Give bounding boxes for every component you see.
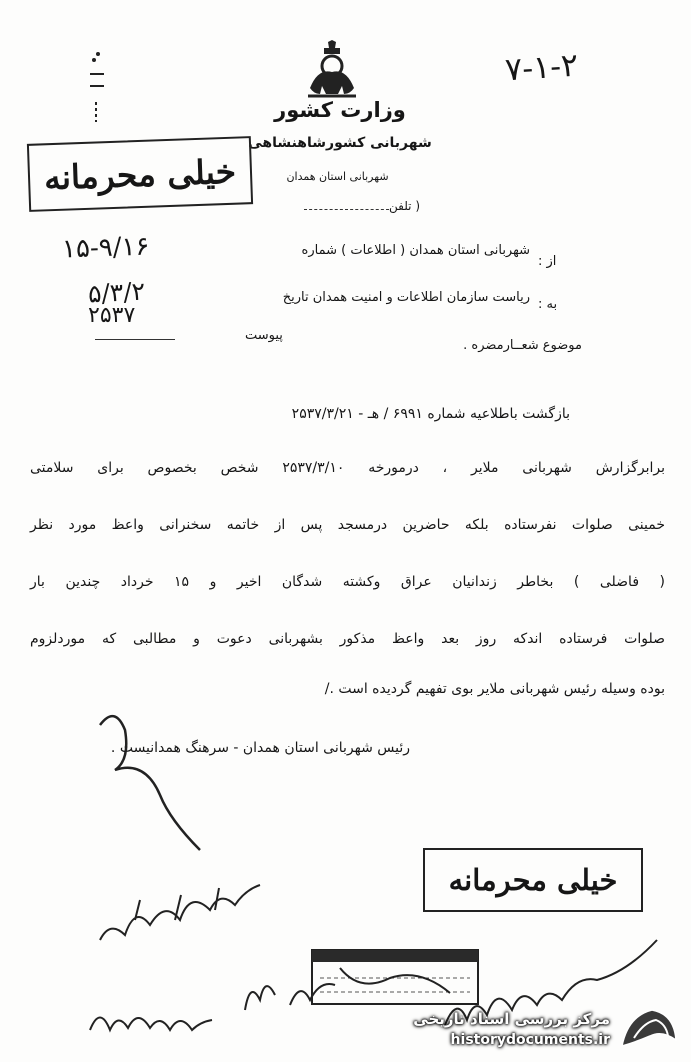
handwritten-letter-number: ۱۵-۹/۱۶ [61, 231, 150, 265]
lion-and-sun-emblem-icon [300, 40, 364, 102]
police-province: شهربانی استان همدان [286, 170, 389, 183]
signature-line: رئیس شهربانی استان همدان - سرهنگ همدانیست . [110, 740, 410, 756]
from-label: از : [538, 254, 557, 269]
body-line-1: برابرگزارش شهربانی ملایر ، درمورخه ۲۵۳۷/۳/۱۰ شخص بخصوص برای سلامتی [30, 460, 665, 476]
attachment-label: پیوست [245, 328, 283, 343]
phone-label: ( تلفن [388, 199, 420, 213]
phone-line [250, 199, 420, 213]
margin-mark-icon [86, 50, 108, 125]
body-line-2: خمینی صلوات نفرستاده بلکه حاضرین درمسجد پس از خاتمه سخنرانی واعظ مورد نظر [30, 517, 665, 533]
ministry-title: وزارت کشور [274, 98, 406, 122]
body-line-5: بوده وسیله رئیس شهربانی ملایر بوی تفهیم گردیده است ./ [324, 681, 665, 697]
reference-line: بازگشت باطلاعیه شماره ۶۹۹۱ / هـ - ۲۵۳۷/۳/۲۱ [291, 406, 570, 422]
to-label: به : [538, 297, 558, 312]
confidential-stamp-top: خیلی محرمانه [27, 136, 253, 212]
police-title: شهربانی کشورشاهنشاهی [248, 135, 432, 151]
subject-label: موضوع [542, 338, 582, 353]
body-line-4: صلوات فرستاده اندکه روز بعد واعظ مذکور بشهربانی دعوت و مطالبی که موردلزوم [30, 631, 665, 647]
archive-name: مرکز بررسی اسناد تاریخی [413, 1010, 610, 1028]
to-text: ریاست سازمان اطلاعات و امنیت همدان تاریخ [282, 290, 530, 305]
handwritten-doc-number: ۷-۱-۲ [503, 45, 580, 89]
handwritten-note-left-icon [95, 880, 295, 950]
archive-logo-icon [618, 1006, 680, 1050]
handwritten-note-bottom-icon [85, 1000, 225, 1045]
handwritten-signature-icon [80, 705, 230, 855]
handwritten-date: ۵/۳/۲ [87, 276, 146, 309]
subject-text: شعــارمضره . [463, 338, 539, 353]
attachment-line [95, 339, 175, 340]
handwritten-year: ۲۵۳۷ [88, 303, 136, 328]
body-line-3: ( فاضلی ) بخاطر زندانیان عراق وکشته شدگان اخیر و ۱۵ خرداد چندین بار [30, 574, 665, 590]
confidential-stamp-bottom: خیلی محرمانه [423, 848, 643, 912]
subject-line [370, 338, 582, 353]
from-text: شهربانی استان همدان ( اطلاعات ) شماره [301, 243, 530, 258]
phone-blank [304, 209, 389, 210]
archive-url[interactable]: historydocuments.ir [450, 1032, 610, 1048]
